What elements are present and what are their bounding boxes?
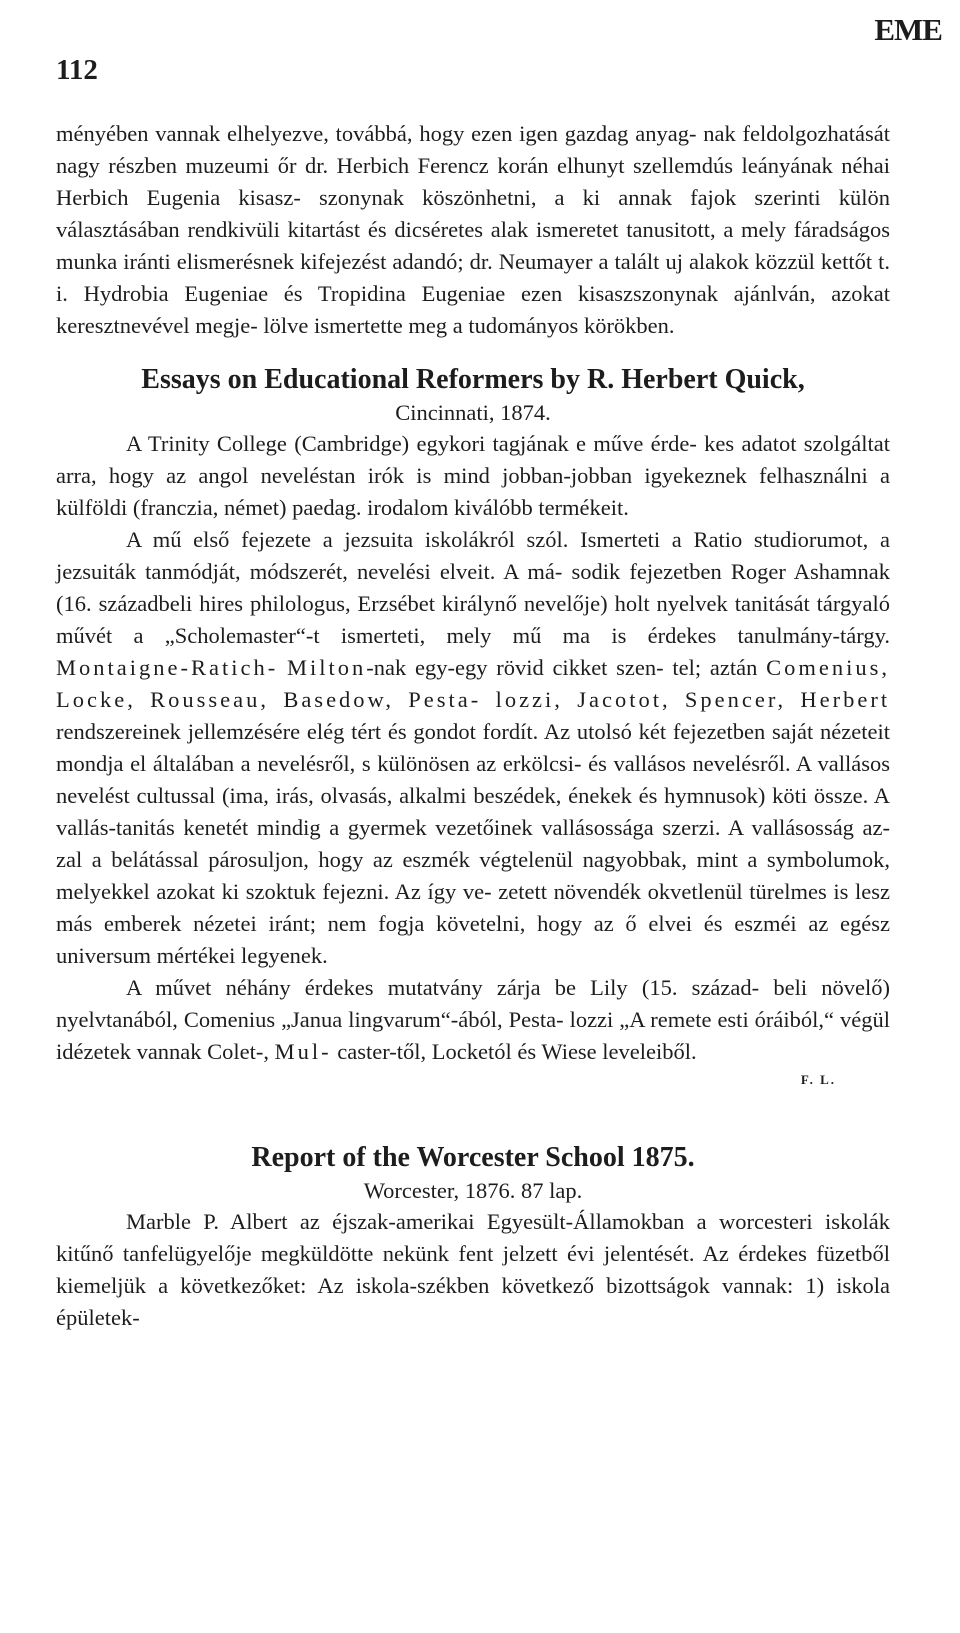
essays-review-subtitle: Cincinnati, 1874. bbox=[395, 400, 551, 425]
name-lozzi: lozzi, bbox=[495, 687, 563, 712]
name-jacotot: Jacotot, bbox=[577, 687, 671, 712]
name-basedow: Basedow, bbox=[283, 687, 394, 712]
name-pesta: Pesta- bbox=[408, 687, 482, 712]
page-content bbox=[56, 118, 890, 1334]
worcester-report-title: Report of the Worcester School 1875. bbox=[251, 1142, 695, 1173]
essays-paragraph-1: A Trinity College (Cambridge) egykori tagjának e műve érde- kes adatot szolgáltat arra, hogy az angol neveléstan irók is mind jobban-jobban igyekeznek felhasználni a külföldi (franczia, német) paedag. irodalom kiválóbb termékeit. bbox=[56, 431, 890, 520]
worcester-paragraph: Marble P. Albert az éjszak-amerikai Egyesült-Államokban a worcesteri iskolák kitűnő tanfelügyelője megküldötte nekünk fent jelzett évi jelentését. Az érdekes füzetből kiemeljük a következőket: Az iskola-székben következő bizottságok vannak: 1) iskola épületek- bbox=[56, 1209, 890, 1330]
name-mulcaster: Mul- bbox=[274, 1039, 332, 1064]
essays-paragraph-3: A művet néhány érdekes mutatvány zárja be Lily (15. század- beli növelő) nyelvtanából, Comenius „Janua lingvarum“-ából, Pesta- lozzi „A remete esti óráiból,“ végül idézetek vannak Colet-, Mul- caster-től, Locketól és Wiese leveleiből. bbox=[56, 975, 891, 1064]
name-rousseau: Rousseau, bbox=[150, 687, 270, 712]
review-signature: F. L. bbox=[800, 1072, 836, 1087]
name-montaigne: Montaigne- bbox=[56, 655, 191, 680]
essays-review-title: Essays on Educational Reformers by R. Herbert Quick, bbox=[141, 364, 805, 395]
intro-paragraph: ményében vannak elhelyezve, továbbá, hogy ezen igen gazdag anyag- nak feldolgozhatását nagy részben muzeumi őr dr. Herbich Ferencz korán elhunyt szellemdús leányának néhai Herbich Eugenia kisasz- szonynak köszönhetni, a ki annak fajok szerinti külön választásában rendkivüli kitartást és dicséretes alak ismeretet tanusitott, a mely fáradságos munka iránti elismerésnek kifejezést adandó; dr. Neumayer a talált uj alakok közzül kettőt t. i. Hydrobia Eugeniae és Tropidina Eugeniae ezen kisaszszonynak ajánlván, azokat keresztnevével megje- lölve ismertette meg a tudományos körökben. bbox=[56, 121, 891, 338]
name-locke: Locke, bbox=[56, 687, 136, 712]
name-herbert: Herbert bbox=[800, 687, 891, 712]
worcester-report-subtitle: Worcester, 1876. 87 lap. bbox=[363, 1178, 583, 1203]
name-ratich: Ratich- bbox=[190, 655, 279, 680]
publisher-logo: EME bbox=[874, 12, 942, 47]
page-number: 112 bbox=[56, 54, 98, 86]
name-comenius: Comenius, bbox=[766, 655, 891, 680]
essays-paragraph-2: A mű első fejezete a jezsuita iskolákról szól. Ismerteti a Ratio studiorumot, a jezsuiták tanmódját, módszerét, nevelési elveit. A má- sodik fejezetben Roger Ashamnak (16. századbeli hires philologus, Erzsébet királynő nevelője) holt nyelvek tanitását tárgyaló művét a „Scholemaster“-t ismerteti, mely mű ma is érdekes tanulmány-tárgy. Montaigne-Ratich- Milton-nak egy-egy rövid cikket szen- tel; aztán Comenius, Locke, Rousseau, Basedow, Pesta- lozzi, Jacotot, Spencer, Herbert rendszereinek jellemzésére elég tért és gondot fordít. Az utolsó két fejezetben saját nézeteit mondja el általában a nevelésről, s különösen az erkölcsi- és vallásos nevelésről. A vallásos nevelést cultussal (ima, irás, olvasás, alkalmi beszédek, énekek és hymnusok) köti össze. A vallás-tanitás kenetét mindig a gyermek vezetőinek vallásossága szerzi. A vallásosság az- zal a belátással párosuljon, hogy az eszmék végtelenül nagyobbak, mint a symbolumok, melyekkel azokat ki szoktuk fejezni. Az így ve- zetett növendék okvetlenül türelmes is lesz más emberek nézetei iránt; nem fogja követelni, hogy az ő elvei és eszméi az egész universum mértékei legyenek. bbox=[56, 527, 891, 968]
name-spencer: Spencer, bbox=[684, 687, 787, 712]
name-milton: Milton bbox=[286, 655, 367, 680]
